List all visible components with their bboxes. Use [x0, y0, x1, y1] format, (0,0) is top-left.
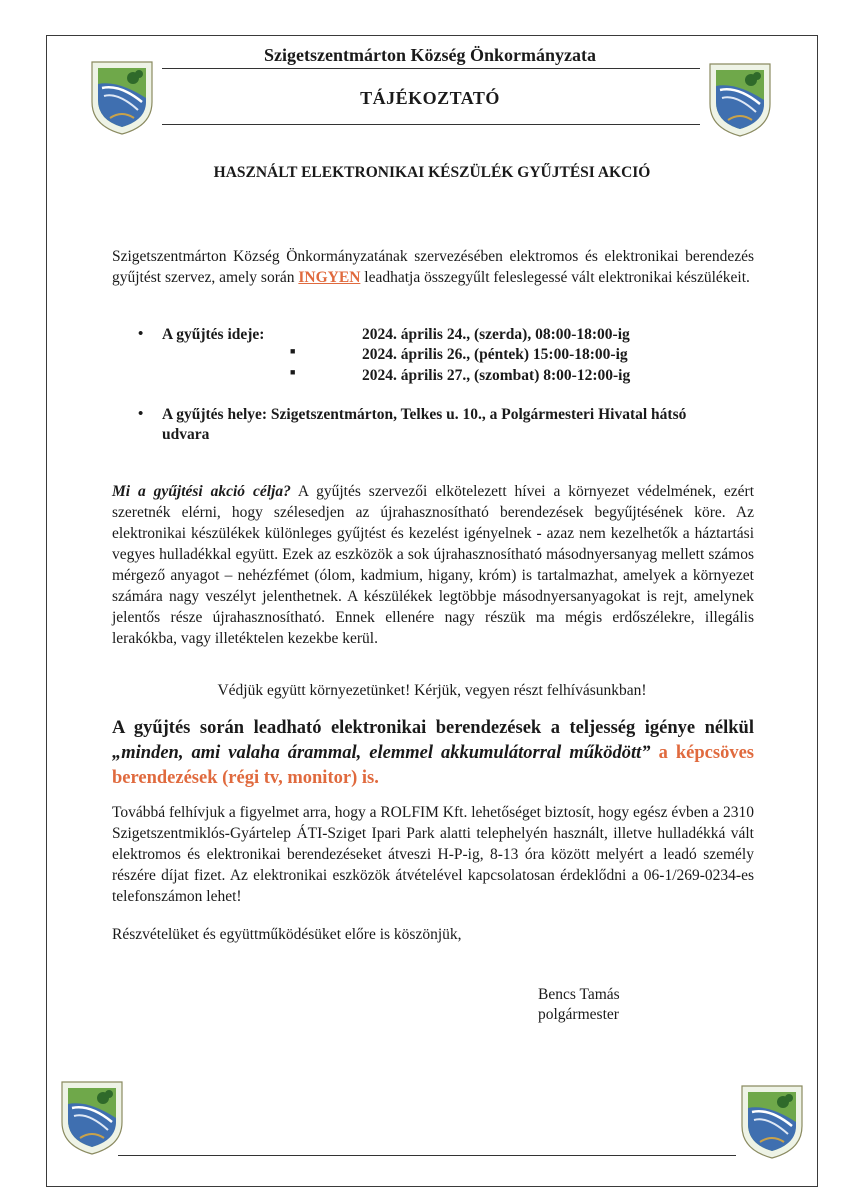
- purpose-text: A gyűjtés szervezői elkötelezett hívei a környezet védelmének, ezért szeretnék elérni, hogy szélesedjen az újrahasznosítható berendezések begyűjtésének köre. Az elektronikai készülékek különleges gyűjtést és kezelést igényelnek - azaz nem kezelhetők a háztartási vegyes hulladékkal együtt. Ezek az eszközök a sok újrahasznosítható másodnyersanyag mellett számos mérgező anyagot – nehézfémet (ólom, kadmium, higany, króm) is tartalmazhat, amelyek a környezet számára nagy veszélyt jelenthetnek. A készülékek legtöbbje másodnyersanyagokat is rejt, amelynek jelentős része újrahasznosítható. Ennek ellenére nagy részük ma mégis erdőszélekre, illegális lerakókba, vagy illetéktelen kezekbe kerül.: [112, 483, 754, 647]
- thanks-text: Részvételüket és együttműködésüket előre is köszönjük,: [112, 926, 462, 943]
- purpose-question: Mi a gyűjtési akció célja?: [112, 483, 291, 500]
- collectible-intro: A gyűjtés során leadható elektronikai berendezések a teljesség igénye nélkül: [112, 718, 754, 738]
- bullet-icon: •: [138, 326, 144, 342]
- footer-rule: [118, 1155, 736, 1156]
- location-line-1: A gyűjtés helye: Szigetszentmárton, Telkes u. 10., a Polgármesteri Hivatal hátsó: [162, 406, 687, 423]
- signature-role: polgármester: [538, 1006, 619, 1023]
- header-rule-bottom: [162, 124, 700, 125]
- schedule-date-1: 2024. április 24., (szerda), 08:00-18:00-ig: [362, 326, 630, 343]
- coat-of-arms-logo-bottom-right: [738, 1082, 806, 1160]
- signature-name: Bencs Tamás: [538, 986, 620, 1003]
- bullet-icon: •: [138, 406, 144, 422]
- header-organization: Szigetszentmárton Község Önkormányzata: [264, 45, 596, 65]
- square-bullet-icon: ■: [290, 346, 296, 356]
- location-line-2: udvara: [162, 426, 210, 443]
- free-highlight: INGYEN: [298, 269, 361, 286]
- header-rule-top: [162, 68, 700, 69]
- collectible-items-paragraph: [112, 716, 754, 791]
- purpose-paragraph: [112, 481, 754, 649]
- header-doc-type: TÁJÉKOZTATÓ: [360, 88, 500, 108]
- schedule-date-3: 2024. április 27., (szombat) 8:00-12:00-ig: [362, 367, 631, 384]
- page-title: HASZNÁLT ELEKTRONIKAI KÉSZÜLÉK GYŰJTÉSI AKCIÓ: [213, 164, 651, 181]
- crt-devices-note: a képcsöves berendezések (régi tv, monitor) is.: [112, 743, 754, 788]
- rolfim-paragraph: Továbbá felhívjuk a figyelmet arra, hogy a ROLFIM Kft. lehetőséget biztosít, hogy egész évben a 2310 Szigetszentmiklós-Gyártelep ÁTI-Sziget Ipari Park alatti telephelyén használt, illetve hulladékká vált elektromos és elektronikai berendezéseket átveszi H-P-ig, 8-13 óra között melyért a leadó személy részére díjat fizet. Az elektronikai eszközök átvételével kapcsolatosan érdeklődni a 06-1/269-0234-es telefonszámon lehet!: [112, 804, 754, 905]
- schedule-label: A gyűjtés ideje:: [162, 326, 265, 343]
- appeal-text: Védjük együtt környezetünket! Kérjük, vegyen részt felhívásunkban!: [217, 682, 647, 699]
- intro-text-before: Szigetszentmárton Község Önkormányzatának szervezésében elektromos és elektronikai berendezés gyűjtést szervez, amely során: [112, 248, 754, 286]
- intro-text-after: leadhatja összegyűlt feleslegessé vált elektronikai készülékeit.: [364, 269, 750, 286]
- square-bullet-icon: ■: [290, 367, 296, 377]
- collectible-quote: „minden, ami valaha árammal, elemmel akkumulátorral működött”: [112, 743, 651, 763]
- coat-of-arms-logo-top-right: [706, 60, 774, 138]
- intro-paragraph: [112, 246, 754, 288]
- schedule-date-2: 2024. április 26., (péntek) 15:00-18:00-ig: [362, 346, 628, 363]
- coat-of-arms-logo-top-left: [88, 58, 156, 136]
- coat-of-arms-logo-bottom-left: [58, 1078, 126, 1156]
